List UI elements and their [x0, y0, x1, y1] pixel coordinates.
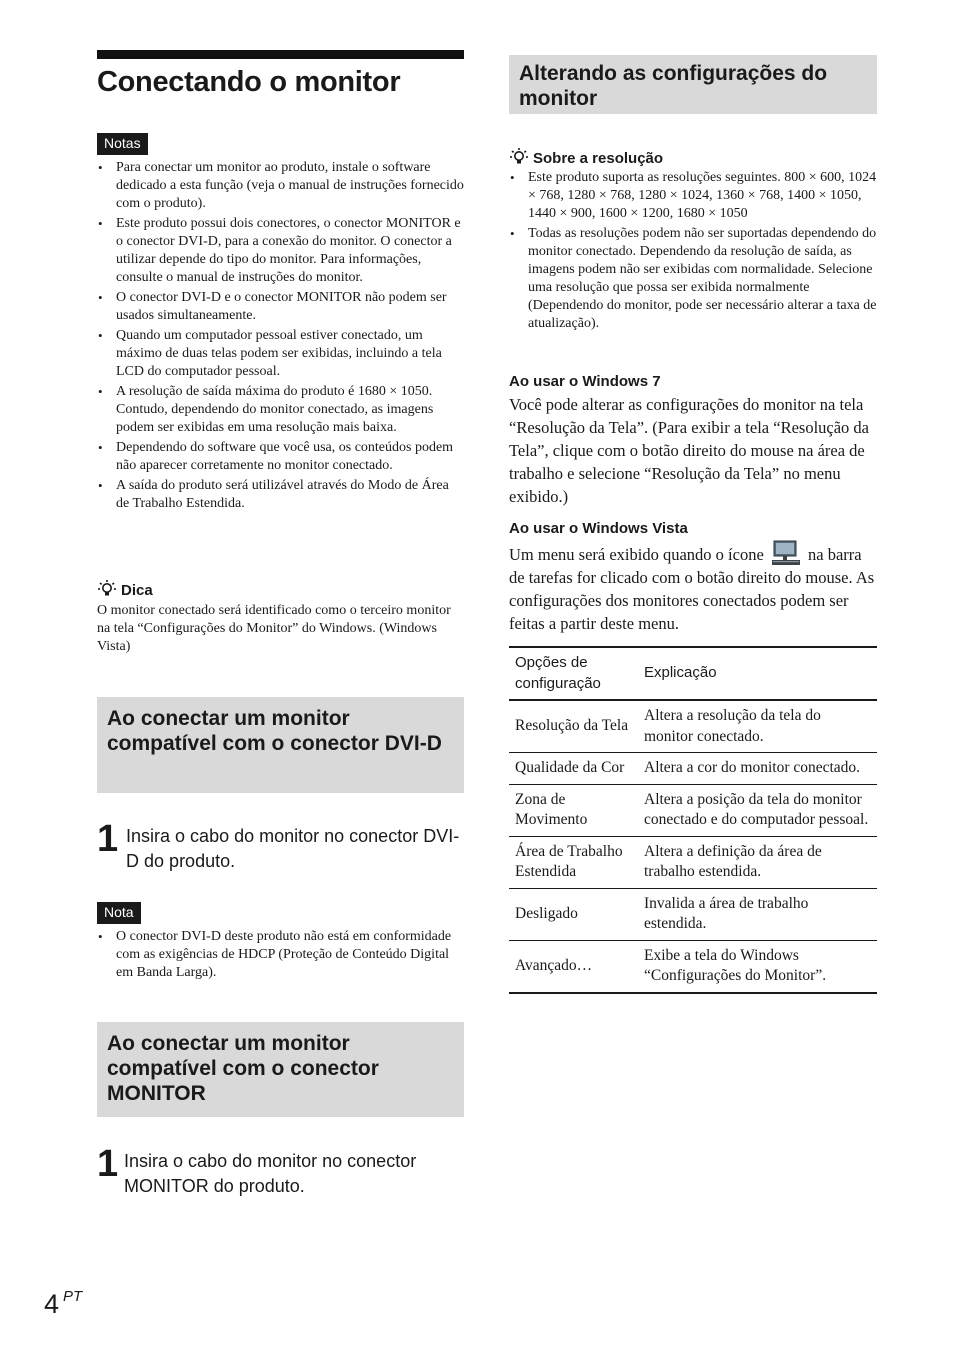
table-row	[509, 700, 877, 753]
note-label: Nota	[97, 902, 141, 924]
table-row	[509, 753, 877, 785]
table-cell: Zona de Movimento	[509, 784, 638, 836]
table-header-cell: Explicação	[638, 647, 877, 700]
list-item: • A saída do produto será utilizável através do Modo de Área de Trabalho Estendida.	[97, 477, 464, 513]
table-cell: Área de Trabalho Estendida	[509, 836, 638, 888]
table-cell: Altera a posição da tela do monitor conectado e do computador pessoal.	[638, 784, 877, 836]
vista-block	[509, 519, 877, 635]
page-language-code: PT	[63, 1288, 83, 1305]
title-rule	[97, 50, 464, 59]
win7-heading: Ao usar o Windows 7	[509, 373, 661, 390]
vista-text-after: na barra de tarefas for clicado com o botão direito do mouse. As configurações dos monitores conectados podem ser feitas a partir deste menu.	[509, 545, 875, 633]
list-item: • Para conectar um monitor ao produto, instale o software dedicado a esta função (veja o manual de instruções fornecido com o produto).	[97, 159, 464, 213]
lightbulb-icon	[97, 579, 117, 599]
table-cell: Exibe a tela do Windows “Configurações do Monitor”.	[638, 940, 877, 993]
resolution-label: Sobre a resolução	[533, 150, 664, 167]
step-dvid	[97, 820, 464, 874]
section-heading-dvid: Ao conectar um monitor compatível com o conector DVI-D	[97, 697, 464, 793]
tip-text: O monitor conectado será identificado como o terceiro monitor na tela “Configurações do Monitor” do Windows. (Windows Vista)	[97, 603, 451, 654]
table-cell: Altera a resolução da tela do monitor conectado.	[638, 700, 877, 753]
tip-block	[97, 579, 464, 656]
step-monitor	[97, 1145, 464, 1199]
step-text: Insira o cabo do monitor no conector MONITOR do produto.	[124, 1151, 417, 1196]
section-heading-monitor: Ao conectar um monitor compatível com o conector MONITOR	[97, 1022, 464, 1117]
list-item: • O conector DVI-D e o conector MONITOR não podem ser usados simultaneamente.	[97, 289, 464, 325]
notes-list	[97, 159, 464, 513]
section-heading-settings: Alterando as configurações do monitor	[509, 55, 877, 114]
tip-heading	[97, 579, 464, 599]
step-text: Insira o cabo do monitor no conector DVI-D do produto.	[126, 826, 460, 871]
step-number: 1	[97, 1143, 119, 1185]
notes-block	[97, 133, 464, 515]
step-number: 1	[97, 818, 119, 860]
dvid-note-list	[97, 928, 464, 982]
lightbulb-icon	[509, 147, 529, 167]
win7-block	[509, 372, 877, 508]
list-item: • Dependendo do software que você usa, os conteúdos podem não aparecer corretamente no monitor conectado.	[97, 439, 464, 475]
list-item: • Este produto possui dois conectores, o conector MONITOR e o conector DVI-D, para a conexão do monitor. O conector a utilizar depende do tipo do monitor. Para informações, consulte o manual de instruções do monitor.	[97, 215, 464, 287]
vista-heading: Ao usar o Windows Vista	[509, 520, 688, 537]
monitor-taskbar-icon	[770, 540, 802, 566]
list-item: • Todas as resoluções podem não ser suportadas dependendo do monitor conectado. Dependendo da resolução de saída, as imagens podem não ser exibidas com normalidade. Selecione uma resolução que possa ser exibida normalmente (Dependendo do monitor, pode ser necessário alterar a taxa de atualização).	[509, 225, 877, 333]
table-row	[509, 836, 877, 888]
table-cell: Altera a cor do monitor conectado.	[638, 753, 877, 785]
table-cell: Invalida a área de trabalho estendida.	[638, 888, 877, 940]
table-row	[509, 940, 877, 993]
table-header-row	[509, 647, 877, 700]
dvid-note-block	[97, 902, 464, 984]
list-item: • O conector DVI-D deste produto não está em conformidade com as exigências de HDCP (Proteção de Conteúdo Digital em Banda Larga).	[97, 928, 464, 982]
page-title: Conectando o monitor	[97, 66, 401, 98]
vista-text	[509, 540, 877, 635]
settings-table	[509, 646, 877, 994]
list-item: • Este produto suporta as resoluções seguintes. 800 × 600, 1024 × 768, 1280 × 768, 1280 × 1024, 1360 × 768, 1400 × 1050, 1440 × 900, 1600 × 1200, 1680 × 1050	[509, 169, 877, 223]
notes-label: Notas	[97, 133, 148, 155]
table-row	[509, 784, 877, 836]
table-header-cell: Opções de configuração	[509, 647, 638, 700]
resolution-list	[509, 169, 877, 333]
win7-text: Você pode alterar as configurações do monitor na tela “Resolução da Tela”. (Para exibir a tela “Resolução da Tela”, clique com o botão direito do mouse na área de trabalho e selecione “Resolução da Tela” no menu exibido.)	[509, 395, 870, 506]
table-cell: Resolução da Tela	[509, 700, 638, 753]
page-number-value: 4	[44, 1289, 60, 1319]
table-cell: Avançado…	[509, 940, 638, 993]
resolution-block	[509, 147, 877, 335]
table-row	[509, 888, 877, 940]
table-cell: Qualidade da Cor	[509, 753, 638, 785]
list-item: • A resolução de saída máxima do produto é 1680 × 1050. Contudo, dependendo do monitor conectado, as imagens podem ser exibidas em uma resolução mais baixa.	[97, 383, 464, 437]
tip-label: Dica	[121, 582, 153, 599]
table-cell: Altera a definição da área de trabalho estendida.	[638, 836, 877, 888]
table-cell: Desligado	[509, 888, 638, 940]
vista-text-before: Um menu será exibido quando o ícone	[509, 545, 764, 564]
list-item: • Quando um computador pessoal estiver conectado, um máximo de duas telas podem ser exibidas, incluindo a tela LCD do computador pessoal.	[97, 327, 464, 381]
resolution-heading	[509, 147, 877, 167]
page-number	[44, 1288, 82, 1320]
